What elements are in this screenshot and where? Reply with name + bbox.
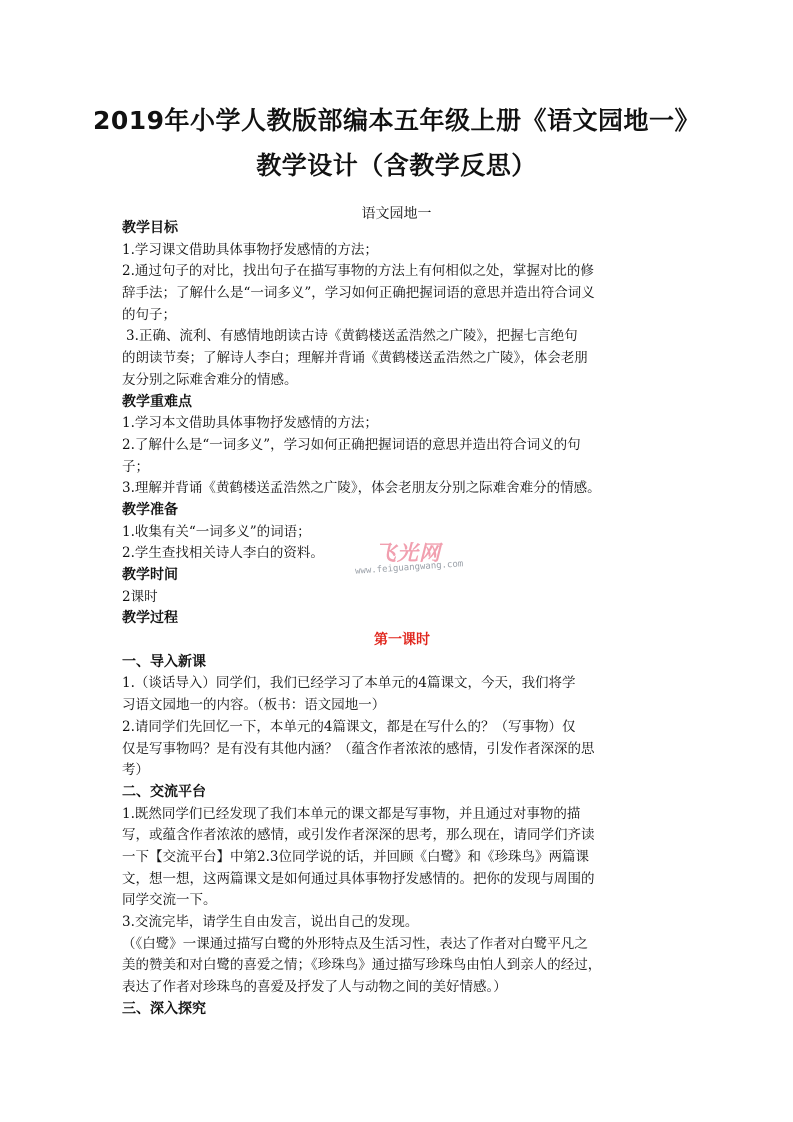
body-text-line: 2.学生查找相关诗人李白的资料。: [122, 545, 324, 562]
watermark-brand: 飞光网: [375, 541, 441, 565]
document-title-line-1: 2019年小学人教版部编本五年级上册《语文园地一》: [92, 106, 701, 135]
body-text-line: 的句子；: [122, 306, 176, 323]
body-text-line: 仅是写事物吗？是有没有其他内涵？（蕴含作者浓浓的感情，引发作者深深的思: [122, 740, 595, 757]
body-text-line: 一下【交流平台】中第2.3位同学说的话，并回顾《白鹭》和《珍珠鸟》两篇课: [122, 848, 589, 865]
body-text-line: 同学交流一下。: [122, 892, 217, 909]
body-text-line: 1.收集有关“一词多义”的词语；: [122, 523, 311, 540]
document-body: [122, 218, 682, 1020]
watermark: [355, 537, 465, 585]
body-text-line: 3.正确、流利、有感情地朗读古诗《黄鹤楼送孟浩然之广陵》，把握七言绝句: [126, 328, 578, 345]
body-text-line: 1.学习课文借助具体事物抒发感情的方法；: [122, 241, 378, 258]
section-heading: 三、深入探究: [122, 1000, 206, 1017]
section-heading: 教学准备: [122, 501, 178, 518]
watermark-url: www.feiguangwang.com: [354, 559, 464, 577]
body-text-line: 2.请同学们先回忆一下，本单元的4篇课文，都是在写什么的？（写事物）仅: [122, 718, 576, 735]
section-heading: 教学目标: [122, 220, 178, 236]
body-text-line: 2课时: [122, 588, 158, 605]
body-text-line: 1.既然同学们已经发现了我们本单元的课文都是写事物，并且通过对事物的描: [122, 805, 581, 822]
body-text-line: 辞手法；了解什么是“一词多义”，学习如何正确把握词语的意思并造出符合词义: [122, 285, 595, 302]
section-heading: 教学过程: [122, 610, 178, 627]
body-text-line: 表达了作者对珍珠鸟的喜爱及抒发了人与动物之间的美好情感。）: [122, 979, 507, 996]
section-heading: 二、交流平台: [122, 783, 206, 800]
body-text-line: 习语文园地一的内容。（板书：语文园地一）: [122, 697, 386, 714]
body-text-line: 文，想一想，这两篇课文是如何通过具体事物抒发感情的。把你的发现与周围的: [122, 870, 595, 887]
body-text-line: 1.（谈话导入）同学们，我们已经学习了本单元的4篇课文，今天，我们将学: [122, 675, 576, 692]
document-title-line-2: 教学设计（含教学反思）: [256, 151, 537, 180]
section-heading: 一、导入新课: [122, 653, 206, 670]
body-text-line: 考）: [122, 762, 149, 779]
body-text-line: 的朗读节奏；了解诗人李白；理解并背诵《黄鹤楼送孟浩然之广陵》，体会老朋: [122, 350, 588, 367]
body-text-line: 1.学习本文借助具体事物抒发感情的方法；: [122, 415, 378, 432]
body-text-line: 美的赞美和对白鹭的喜爱之情；《珍珠鸟》通过描写珍珠鸟由怕人到亲人的经过，: [122, 957, 602, 974]
section-subtitle: 语文园地一: [361, 206, 432, 222]
body-text-line: 写，或蕴含作者浓浓的感情，或引发作者深深的思考，那么现在，请同学们齐读: [122, 827, 595, 844]
lesson-period-heading: 第一课时: [374, 632, 430, 649]
section-heading: 教学时间: [122, 567, 178, 583]
body-text-line: 3.理解并背诵《黄鹤楼送孟浩然之广陵》，体会老朋友分别之际难舍难分的情感。: [122, 480, 601, 497]
body-text-line: 3.交流完毕，请学生自由发言，说出自己的发现。: [122, 914, 419, 930]
body-text-line: 2.了解什么是“一词多义”，学习如何正确把握词语的意思并造出符合词义的句: [122, 436, 581, 453]
body-text-line: 友分别之际难舍难分的情感。: [122, 371, 298, 388]
body-text-line: （《白鹭》一课通过描写白鹭的外形特点及生活习性，表达了作者对白鹭平凡之: [122, 935, 588, 952]
body-text-line: 子；: [122, 458, 149, 475]
body-text-line: 2.通过句子的对比，找出句子在描写事物的方法上有何相似之处，掌握对比的修: [122, 263, 594, 280]
section-heading: 教学重难点: [122, 393, 192, 410]
